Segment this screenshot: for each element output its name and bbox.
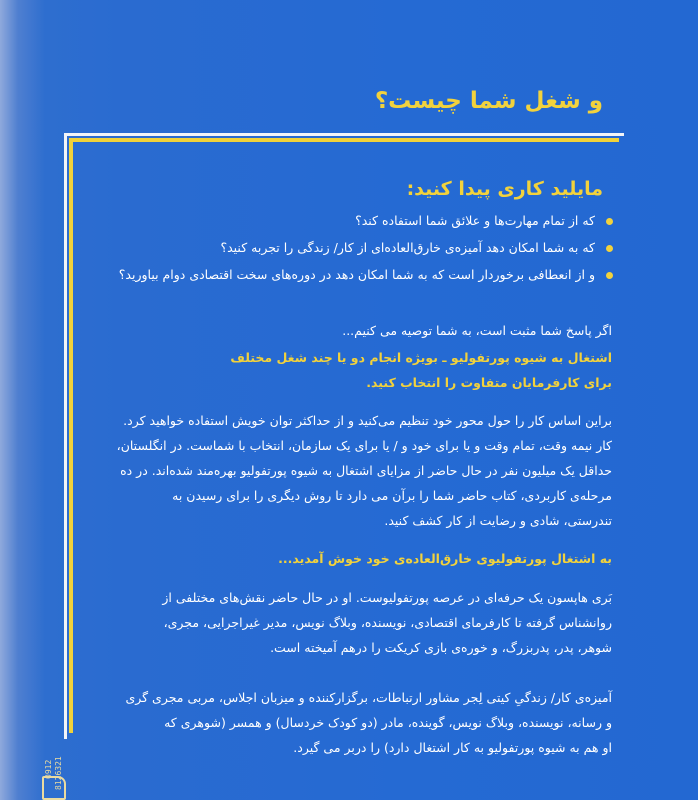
publisher-code-line: 8126321 [54, 756, 63, 790]
frame-line-yellow-horizontal [69, 138, 619, 142]
bullet-dot-icon [606, 245, 613, 252]
list-item [55, 261, 615, 288]
list-item-text: که از تمام مهارت‌ها و علائق شما استفاده کند؟ [355, 213, 595, 228]
paragraph-line: او هم به شیوه پورتفولیو به کار اشتغال دارد) را دربر می گیرد. [293, 740, 612, 755]
paragraph-barrie-hopson [57, 585, 612, 660]
paragraph-portfolio [57, 408, 612, 533]
list-item [55, 207, 615, 234]
paragraph-line: تندرستی، شادی و رضایت از کار کشف کنید. [384, 513, 612, 528]
recommendation-line: برای کارفرمایان متفاوت را انتخاب کنید. [366, 375, 612, 390]
paragraph-line: آمیزه‌ی کار/ زندگیِ کیتی لِجر مشاور ارتباطات، برگزارکننده و میزبان اجلاس، مربی مجری گری [125, 690, 612, 705]
intro-text: اگر پاسخ شما مثبت است، به شما توصیه می کنیم... [342, 323, 612, 338]
paragraph-line: مرحله‌ی کاربردی، کتاب حاضر شما را برآن می دارد تا روش دیگری را برای رسیدن به [172, 488, 612, 503]
list-item-text: که به شما امکان دهد آمیزه‌ی خارق‌العاده‌ای از کار/ زندگی را تجربه کنید؟ [220, 240, 595, 255]
bullet-dot-icon [606, 218, 613, 225]
paragraph-line: و رسانه، نویسنده، وبلاگ نویس، گوینده، مادر (دو کودک خردسال) و همسر (شوهری که [164, 715, 612, 730]
page-title: و شغل شما چیست؟ [374, 88, 603, 114]
publisher-code-line: 0912 [44, 759, 53, 779]
paragraph-line: کار نیمه وقت، تمام وقت و یا برای خود و / یا برای یک سازمان، انتخاب با شماست. در انگلستان، [116, 438, 612, 453]
list-item-text: و از انعطافی برخوردار است که به شما امکان دهد در دوره‌های سخت اقتصادی دوام بیاورید؟ [118, 267, 595, 282]
paragraph-line: حداقل یک میلیون نفر در حال حاضر از مزایای اشتغال به شیوه پورتفولیو بهره‌مند شده‌اند. در ده [120, 463, 612, 478]
paragraph-line: شوهر، پدر، پدربزرگ، و خوره‌ی بازی کریکت را درهم آمیخته است. [270, 640, 612, 655]
section-heading: مایلید کاری پیدا کنید: [406, 178, 603, 200]
question-list [55, 207, 615, 288]
recommendation-line: اشتغال به شیوه پورتفولیو ـ بویژه انجام دو یا چند شغل مختلف [230, 350, 612, 365]
publisher-code [36, 742, 76, 800]
paragraph-line: بَری هاپسون یک حرفه‌ای در عرصه پورتفولیوست. او در حال حاضر نقش‌های مختلفی از [162, 590, 612, 605]
paragraph-katie-ledger [57, 685, 612, 760]
bullet-dot-icon [606, 272, 613, 279]
publisher-logo-icon [42, 776, 66, 800]
paragraph-line: براین اساس کار را حول محور خود تنظیم می‌کنید و از حداکثر توان خویش استفاده خواهید کرد. [123, 413, 612, 428]
paragraph-line: روانشناس گرفته تا کارفرمای اقتصادی، نویسنده، وبلاگ نویس، مدیر غیراجرایی، مجری، [163, 615, 612, 630]
list-item [55, 234, 615, 261]
welcome-heading: به اشتغال پورتفولیوی خارق‌العاده‌ی خود خوش آمدید... [278, 551, 612, 566]
frame-line-white-horizontal [64, 133, 624, 136]
recommendation-text [57, 345, 612, 395]
